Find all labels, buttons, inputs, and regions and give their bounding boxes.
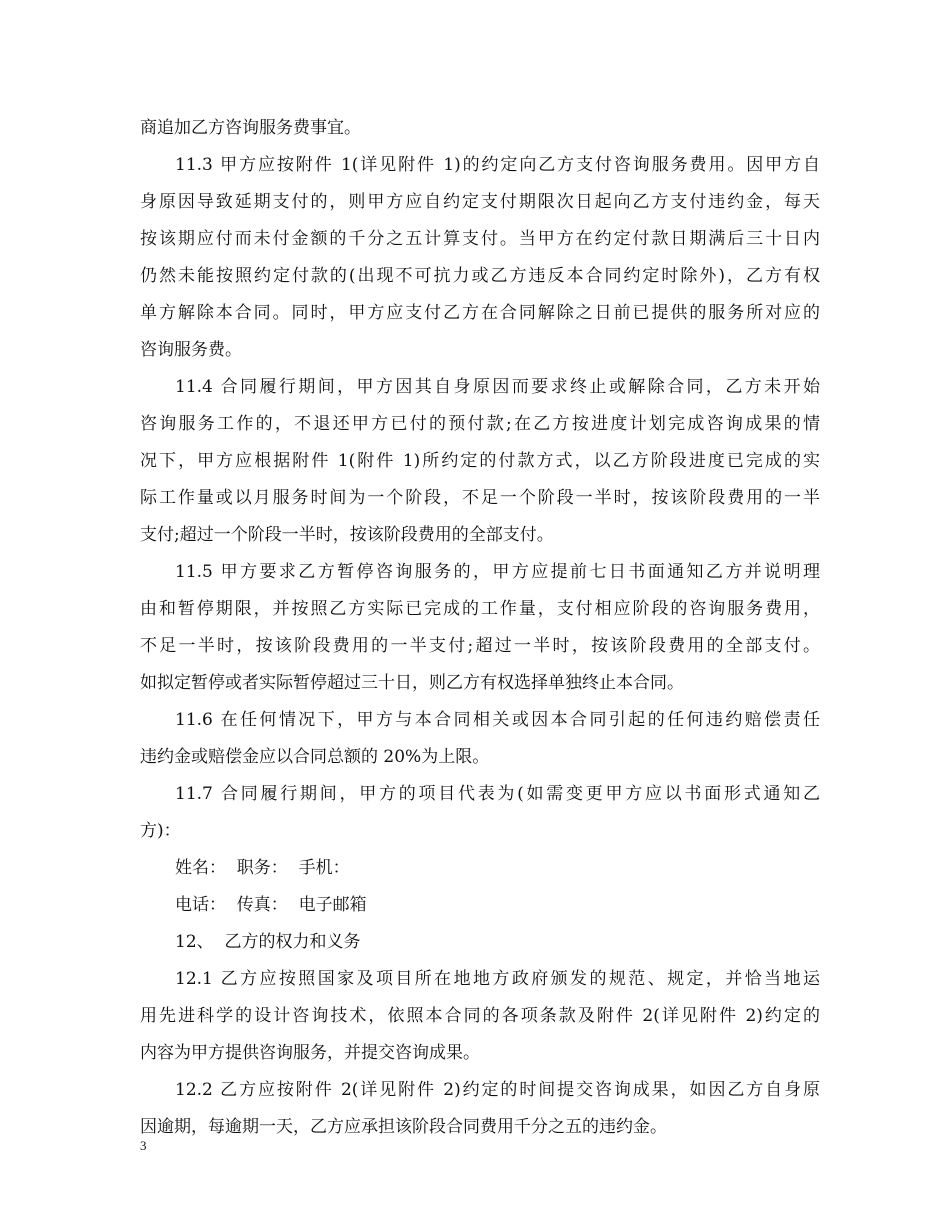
text-line: 商追加乙方咨询服务费事宜。 bbox=[140, 118, 361, 138]
text-line: 由和暂停期限，并按照乙方实际已完成的工作量，支付相应阶段的咨询服务费用， bbox=[140, 599, 820, 619]
text-line: 姓名： 职务： 手机： bbox=[175, 858, 350, 878]
text-line: 咨询服务费。 bbox=[140, 340, 242, 360]
text-line: 况下，甲方应根据附件 1(附件 1)所约定的付款方式，以乙方阶段进度已完成的实 bbox=[140, 451, 820, 471]
text-line: 11.7 合同履行期间，甲方的项目代表为(如需变更甲方应以书面形式通知乙 bbox=[175, 784, 820, 804]
page-number: 3 bbox=[140, 1138, 147, 1153]
text-line: 仍然未能按照约定付款的(出现不可抗力或乙方违反本合同约定时除外)，乙方有权 bbox=[140, 266, 820, 286]
text-line: 咨询服务工作的，不退还甲方已付的预付款;在乙方按进度计划完成咨询成果的情 bbox=[140, 414, 820, 434]
text-line: 因逾期，每逾期一天，乙方应承担该阶段合同费用千分之五的违约金。 bbox=[140, 1117, 667, 1137]
section-heading: 12、 乙方的权力和义务 bbox=[175, 932, 361, 952]
text-line: 不足一半时，按该阶段费用的一半支付;超过一半时，按该阶段费用的全部支付。 bbox=[140, 636, 820, 656]
text-line: 方)： bbox=[140, 821, 181, 841]
text-line: 际工作量或以月服务时间为一个阶段，不足一个阶段一半时，按该阶段费用的一半 bbox=[140, 488, 820, 508]
text-line: 按该期应付而未付金额的千分之五计算支付。当甲方在约定付款日期满后三十日内 bbox=[140, 229, 820, 249]
text-line: 内容为甲方提供咨询服务，并提交咨询成果。 bbox=[140, 1043, 480, 1063]
text-line: 12.1 乙方应按照国家及项目所在地地方政府颁发的规范、规定，并恰当地运 bbox=[175, 969, 820, 989]
text-line: 11.4 合同履行期间，甲方因其自身原因而要求终止或解除合同，乙方未开始 bbox=[175, 377, 820, 397]
text-line: 11.6 在任何情况下，甲方与本合同相关或因本合同引起的任何违约赔偿责任 bbox=[175, 710, 820, 730]
text-line: 违约金或赔偿金应以合同总额的 20%为上限。 bbox=[140, 747, 490, 767]
text-line: 用先进科学的设计咨询技术，依照本合同的各项条款及附件 2(详见附件 2)约定的 bbox=[140, 1006, 820, 1026]
text-line: 如拟定暂停或者实际暂停超过三十日，则乙方有权选择单独终止本合同。 bbox=[140, 673, 684, 693]
text-line: 单方解除本合同。同时，甲方应支付乙方在合同解除之日前已提供的服务所对应的 bbox=[140, 303, 820, 323]
text-line: 电话： 传真： 电子邮箱 bbox=[175, 895, 367, 915]
text-line: 身原因导致延期支付的，则甲方应自约定支付期限次日起向乙方支付违约金，每天 bbox=[140, 192, 820, 212]
text-line: 12.2 乙方应按附件 2(详见附件 2)约定的时间提交咨询成果，如因乙方自身原 bbox=[175, 1080, 820, 1100]
text-line: 11.5 甲方要求乙方暂停咨询服务的，甲方应提前七日书面通知乙方并说明理 bbox=[175, 562, 820, 582]
text-line: 11.3 甲方应按附件 1(详见附件 1)的约定向乙方支付咨询服务费用。因甲方自 bbox=[175, 155, 820, 175]
text-line: 支付;超过一个阶段一半时，按该阶段费用的全部支付。 bbox=[140, 525, 554, 545]
